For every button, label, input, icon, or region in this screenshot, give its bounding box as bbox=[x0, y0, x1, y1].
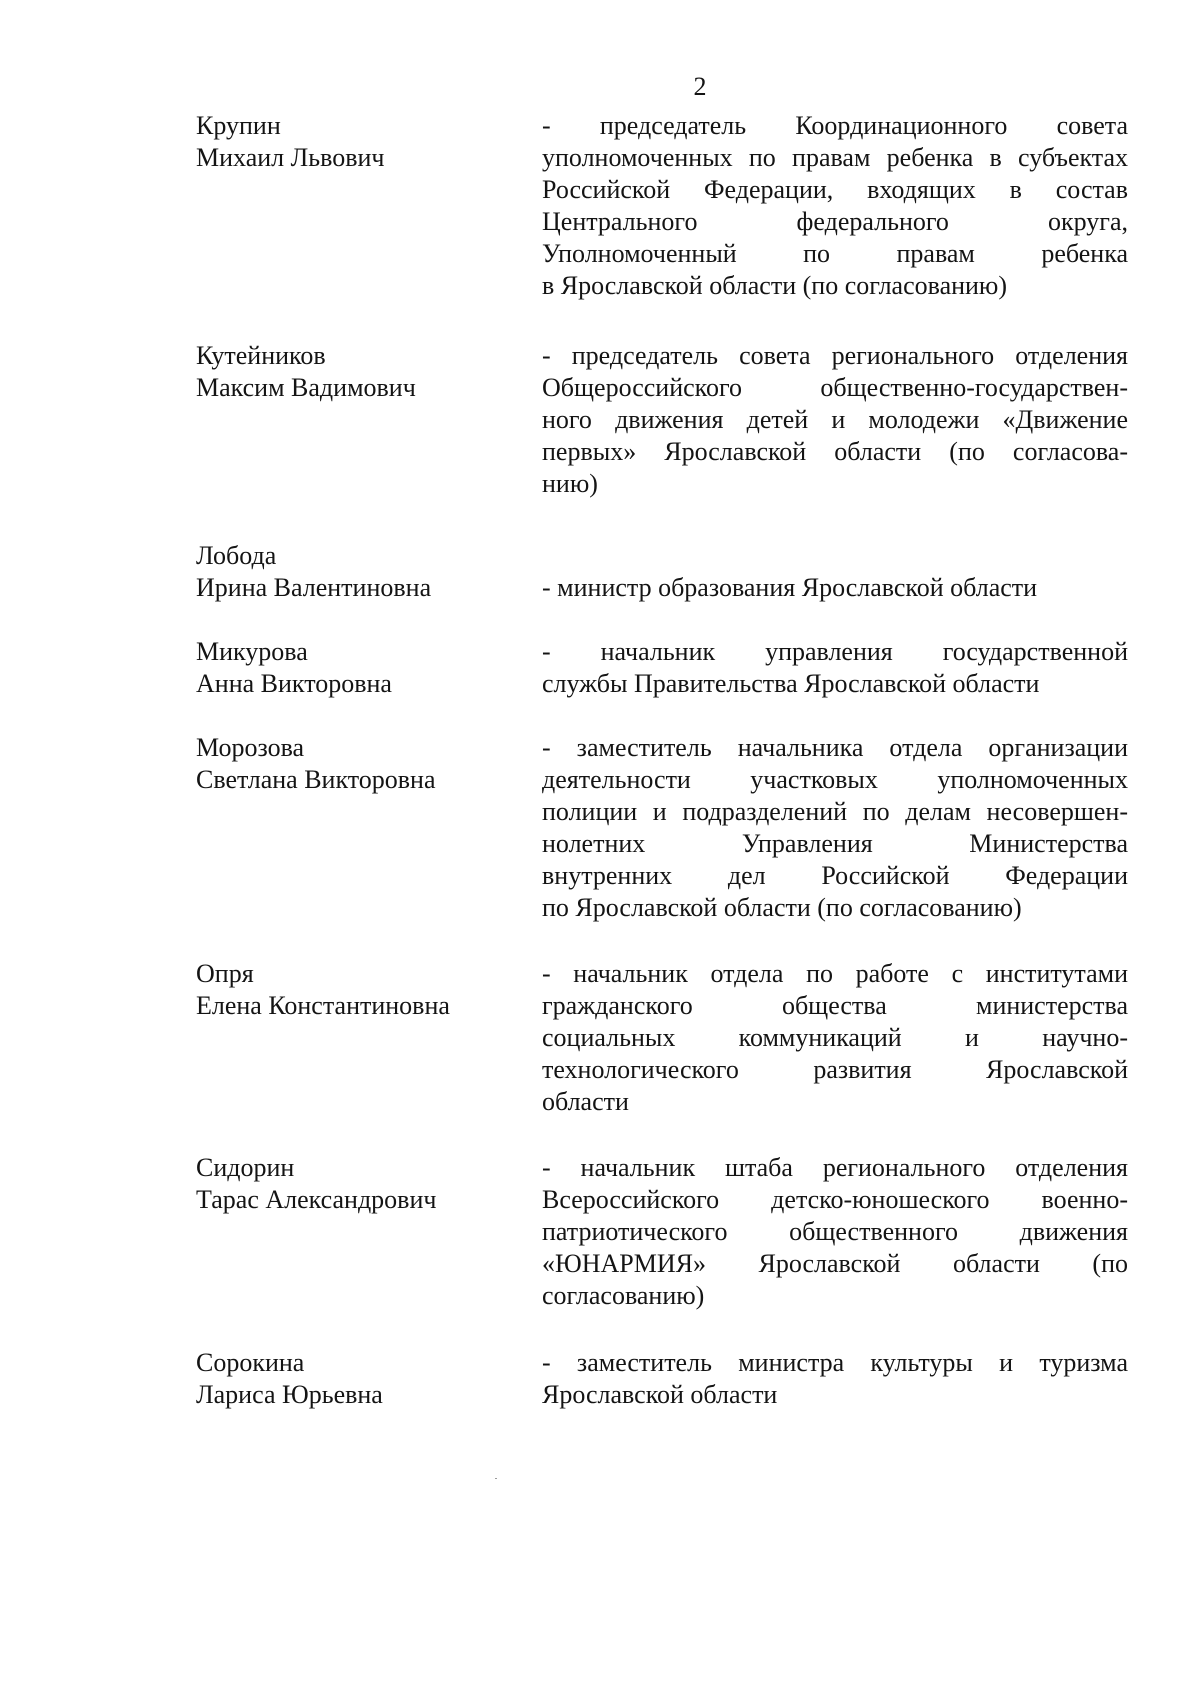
role-line: Уполномоченный по правам ребенка bbox=[542, 239, 1128, 268]
member-given-names: Анна Викторовна bbox=[196, 669, 392, 698]
role-line: - начальник отдела по работе с институтами bbox=[542, 959, 1128, 988]
member-name bbox=[196, 1152, 526, 1216]
role-line: Российской Федерации, входящих в состав bbox=[542, 175, 1128, 204]
role-line: согласованию) bbox=[542, 1281, 705, 1310]
member-role bbox=[542, 572, 1128, 604]
role-line: уполномоченных по правам ребенка в субъектах bbox=[542, 143, 1128, 172]
member-surname: Лобода bbox=[196, 541, 277, 570]
member-surname: Сорокина bbox=[196, 1348, 305, 1377]
role-line: Центрального федерального округа, bbox=[542, 207, 1128, 236]
member-given-names: Светлана Викторовна bbox=[196, 765, 436, 794]
member-role bbox=[542, 1347, 1128, 1411]
page-number-text: 2 bbox=[693, 72, 707, 101]
member-name bbox=[196, 540, 526, 604]
member-surname: Кутейников bbox=[196, 341, 326, 370]
role-line: службы Правительства Ярославской области bbox=[542, 669, 1040, 698]
role-line: в Ярославской области (по согласованию) bbox=[542, 271, 1008, 300]
role-line: нолетних Управления Министерства bbox=[542, 829, 1128, 858]
member-name bbox=[196, 636, 526, 700]
member-given-names: Максим Вадимович bbox=[196, 373, 416, 402]
role-line: технологического развития Ярославской bbox=[542, 1055, 1128, 1084]
member-surname: Крупин bbox=[196, 111, 281, 140]
member-name bbox=[196, 1347, 526, 1411]
member-given-names: Ирина Валентиновна bbox=[196, 573, 432, 602]
role-line: полиции и подразделений по делам несовершен- bbox=[542, 797, 1128, 826]
role-line: патриотического общественного движения bbox=[542, 1217, 1128, 1246]
member-given-names: Тарас Александрович bbox=[196, 1185, 437, 1214]
role-line: по Ярославской области (по согласованию) bbox=[542, 893, 1022, 922]
role-line: ного движения детей и молодежи «Движение bbox=[542, 405, 1128, 434]
page-number bbox=[0, 74, 1200, 100]
role-line: - заместитель министра культуры и туризма bbox=[542, 1348, 1128, 1377]
member-role bbox=[542, 340, 1128, 500]
member-role bbox=[542, 636, 1128, 700]
role-line: первых» Ярославской области (по согласова- bbox=[542, 437, 1128, 466]
member-surname: Сидорин bbox=[196, 1153, 295, 1182]
member-surname: Морозова bbox=[196, 733, 305, 762]
member-role bbox=[542, 110, 1128, 302]
role-line: нию) bbox=[542, 469, 598, 498]
role-line: «ЮНАРМИЯ» Ярославской области (по bbox=[542, 1249, 1128, 1278]
member-given-names: Михаил Львович bbox=[196, 143, 385, 172]
role-line: Ярославской области bbox=[542, 1380, 778, 1409]
member-given-names: Лариса Юрьевна bbox=[196, 1380, 383, 1409]
member-name bbox=[196, 110, 526, 174]
role-line: Всероссийского детско-юношеского военно- bbox=[542, 1185, 1128, 1214]
member-role bbox=[542, 732, 1128, 924]
member-name bbox=[196, 958, 526, 1022]
member-name bbox=[196, 340, 526, 404]
role-line: области bbox=[542, 1087, 629, 1116]
member-given-names: Елена Константиновна bbox=[196, 991, 450, 1020]
member-name bbox=[196, 732, 526, 796]
role-line: - начальник штаба регионального отделения bbox=[542, 1153, 1128, 1182]
role-line: социальных коммуникаций и научно- bbox=[542, 1023, 1128, 1052]
member-surname: Микурова bbox=[196, 637, 308, 666]
scan-speck bbox=[495, 1478, 497, 1479]
role-line: - председатель Координационного совета bbox=[542, 111, 1128, 140]
member-role bbox=[542, 1152, 1128, 1312]
role-line: - заместитель начальника отдела организации bbox=[542, 733, 1128, 762]
member-role bbox=[542, 958, 1128, 1118]
role-line: - председатель совета регионального отделения bbox=[542, 341, 1128, 370]
member-surname: Опря bbox=[196, 959, 254, 988]
role-line: гражданского общества министерства bbox=[542, 991, 1128, 1020]
role-line: - начальник управления государственной bbox=[542, 637, 1128, 666]
role-line: Общероссийского общественно-государствен- bbox=[542, 373, 1128, 402]
role-line: деятельности участковых уполномоченных bbox=[542, 765, 1128, 794]
role-line: - министр образования Ярославской области bbox=[542, 573, 1038, 602]
role-line: внутренних дел Российской Федерации bbox=[542, 861, 1128, 890]
